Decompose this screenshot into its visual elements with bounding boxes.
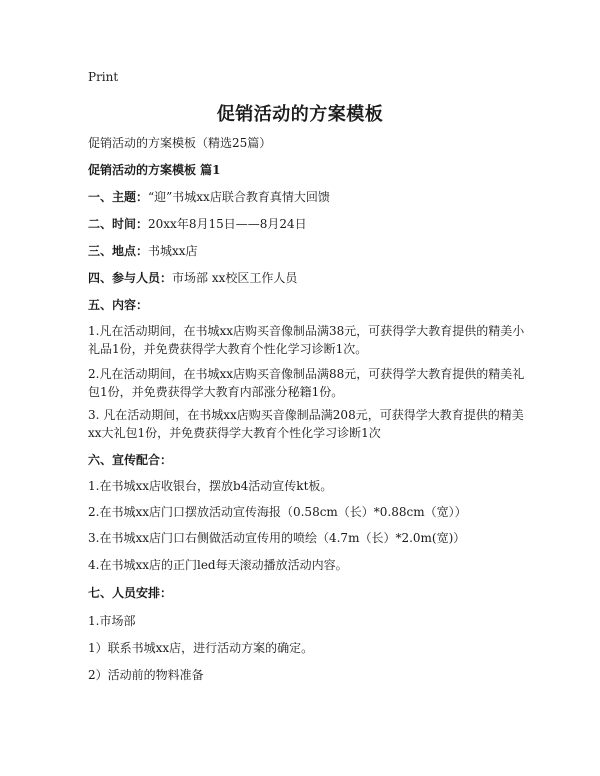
place-label: 三、地点： [88,244,149,258]
theme-line [88,188,528,206]
promo-item-2: 2.在书城xx店门口摆放活动宣传海报（0.58cm（长）*0.88cm（宽）） [88,505,467,519]
section-heading: 促销活动的方案模板 篇1 [88,163,221,177]
document-subtitle: 促销活动的方案模板（精选25篇） [88,136,272,150]
place-value: 书城xx店 [148,244,198,258]
staff-item-2: 1）联系书城xx店，进行活动方案的确定。 [88,641,314,655]
time-line [88,215,528,233]
promo-item-1: 1.在书城xx店收银台，摆放b4活动宣传kt板。 [88,479,333,493]
content-item-1: 1.凡在活动期间，在书城xx店购买音像制品满38元，可获得学大教育提供的精美小礼品1份，并免费获得学大教育个性化学习诊断1次。 [88,324,525,356]
participants-value: 市场部 xx校区工作人员 [172,271,298,285]
place-line [88,242,528,260]
print-label: Print [88,70,119,84]
staff-heading: 七、人员安排： [88,586,173,600]
promo-item-3: 3.在书城xx店门口右侧做活动宣传用的喷绘（4.7m（长）*2.0m(宽)） [88,531,466,545]
staff-item-3: 2）活动前的物料准备 [88,668,204,682]
theme-value: “迎”书城xx店联合教育真情大回馈 [148,190,330,204]
participants-line [88,269,528,287]
content-heading: 五、内容： [88,298,149,312]
time-label: 二、时间： [88,217,149,231]
promo-heading: 六、宣传配合： [88,453,173,467]
promo-item-4: 4.在书城xx店的正门led每天滚动播放活动内容。 [88,558,348,572]
theme-label: 一、主题： [88,190,149,204]
time-value: 20xx年8月15日——8月24日 [148,217,307,231]
document-title: 促销活动的方案模板 [216,104,384,125]
content-item-3: 3. 凡在活动期间，在书城xx店购买音像制品满208元，可获得学大教育提供的精美xx大礼包1份，并免费获得学大教育个性化学习诊断1次 [88,408,524,440]
participants-label: 四、参与人员： [88,271,173,285]
content-item-2: 2.凡在活动期间，在书城xx店购买音像制品满88元，可获得学大教育提供的精美礼包1份，并免费获得学大教育内部涨分秘籍1份。 [88,367,525,399]
staff-item-1: 1.市场部 [88,614,136,628]
